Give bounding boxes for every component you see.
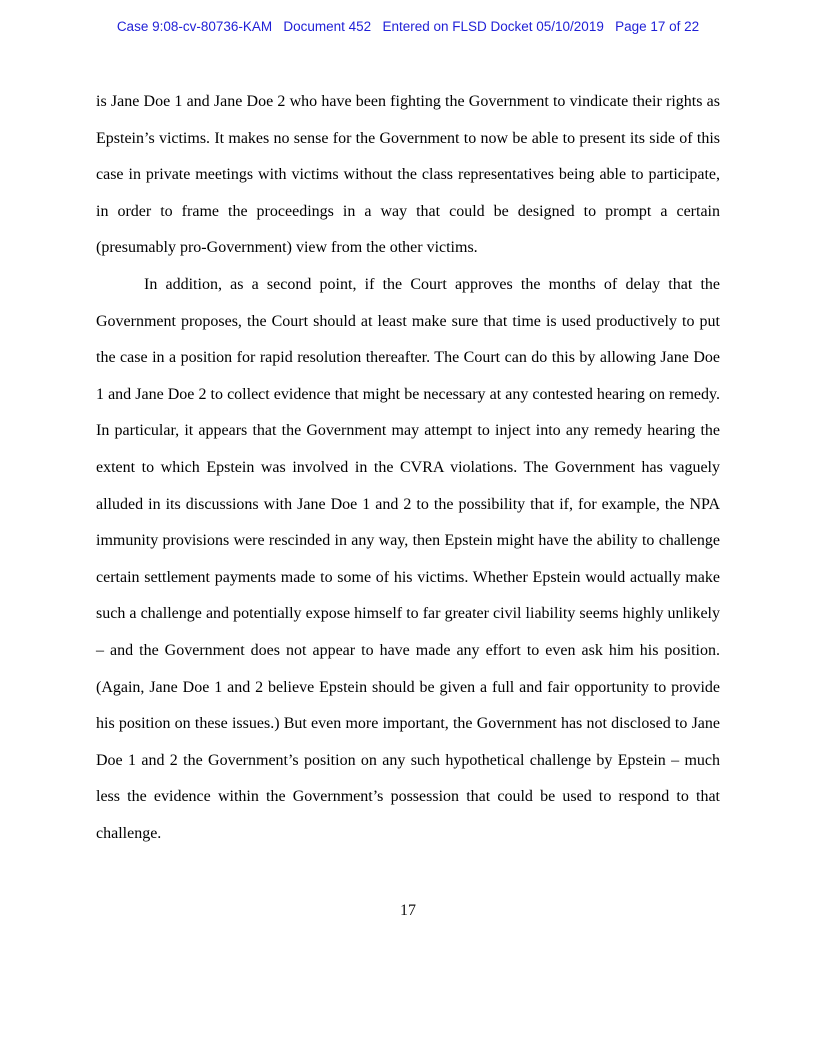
page-number: 17 — [400, 902, 416, 919]
paragraph: In addition, as a second point, if the Court approves the months of delay that the Government proposes, the Court should at least make sure that time is used productively to put the case in a position for rapid resolution thereafter. The Court can do this by allowing Jane Doe 1 and Jane Doe 2 to collect evidence that might be necessary at any contested hearing on remedy. In particular, it appears that the Government may attempt to inject into any remedy hearing the extent to which Epstein was involved in the CVRA violations. The Government has vaguely alluded in its discussions with Jane Doe 1 and 2 to the possibility that if, for example, the NPA immunity provisions were rescinded in any way, then Epstein might have the ability to challenge certain settlement payments made to some of his victims. Whether Epstein would actually make such a challenge and potentially expose himself to far greater civil liability seems highly unlikely – and the Government does not appear to have made any effort to even ask him his position. (Again, Jane Doe 1 and 2 believe Epstein should be given a full and fair opportunity to provide his position on these issues.) But even more important, the Government has not disclosed to Jane Doe 1 and 2 the Government’s position on any such hypothetical challenge by Epstein – much less the evidence within the Government’s possession that could be used to respond to that challenge. — [96, 275, 720, 842]
paragraph: is Jane Doe 1 and Jane Doe 2 who have been fighting the Government to vindicate their rights as Epstein’s victims. It makes no sense for the Government to now be able to present its side of this case in private meetings with victims without the class representatives being able to participate, in order to frame the proceedings in a way that could be designed to prompt a certain (presumably pro-Government) view from the other victims. — [96, 93, 720, 257]
document-body — [96, 84, 720, 852]
docket-stamp-header: Case 9:08-cv-80736-KAM Document 452 Entered on FLSD Docket 05/10/2019 Page 17 of 22 — [116, 19, 700, 34]
